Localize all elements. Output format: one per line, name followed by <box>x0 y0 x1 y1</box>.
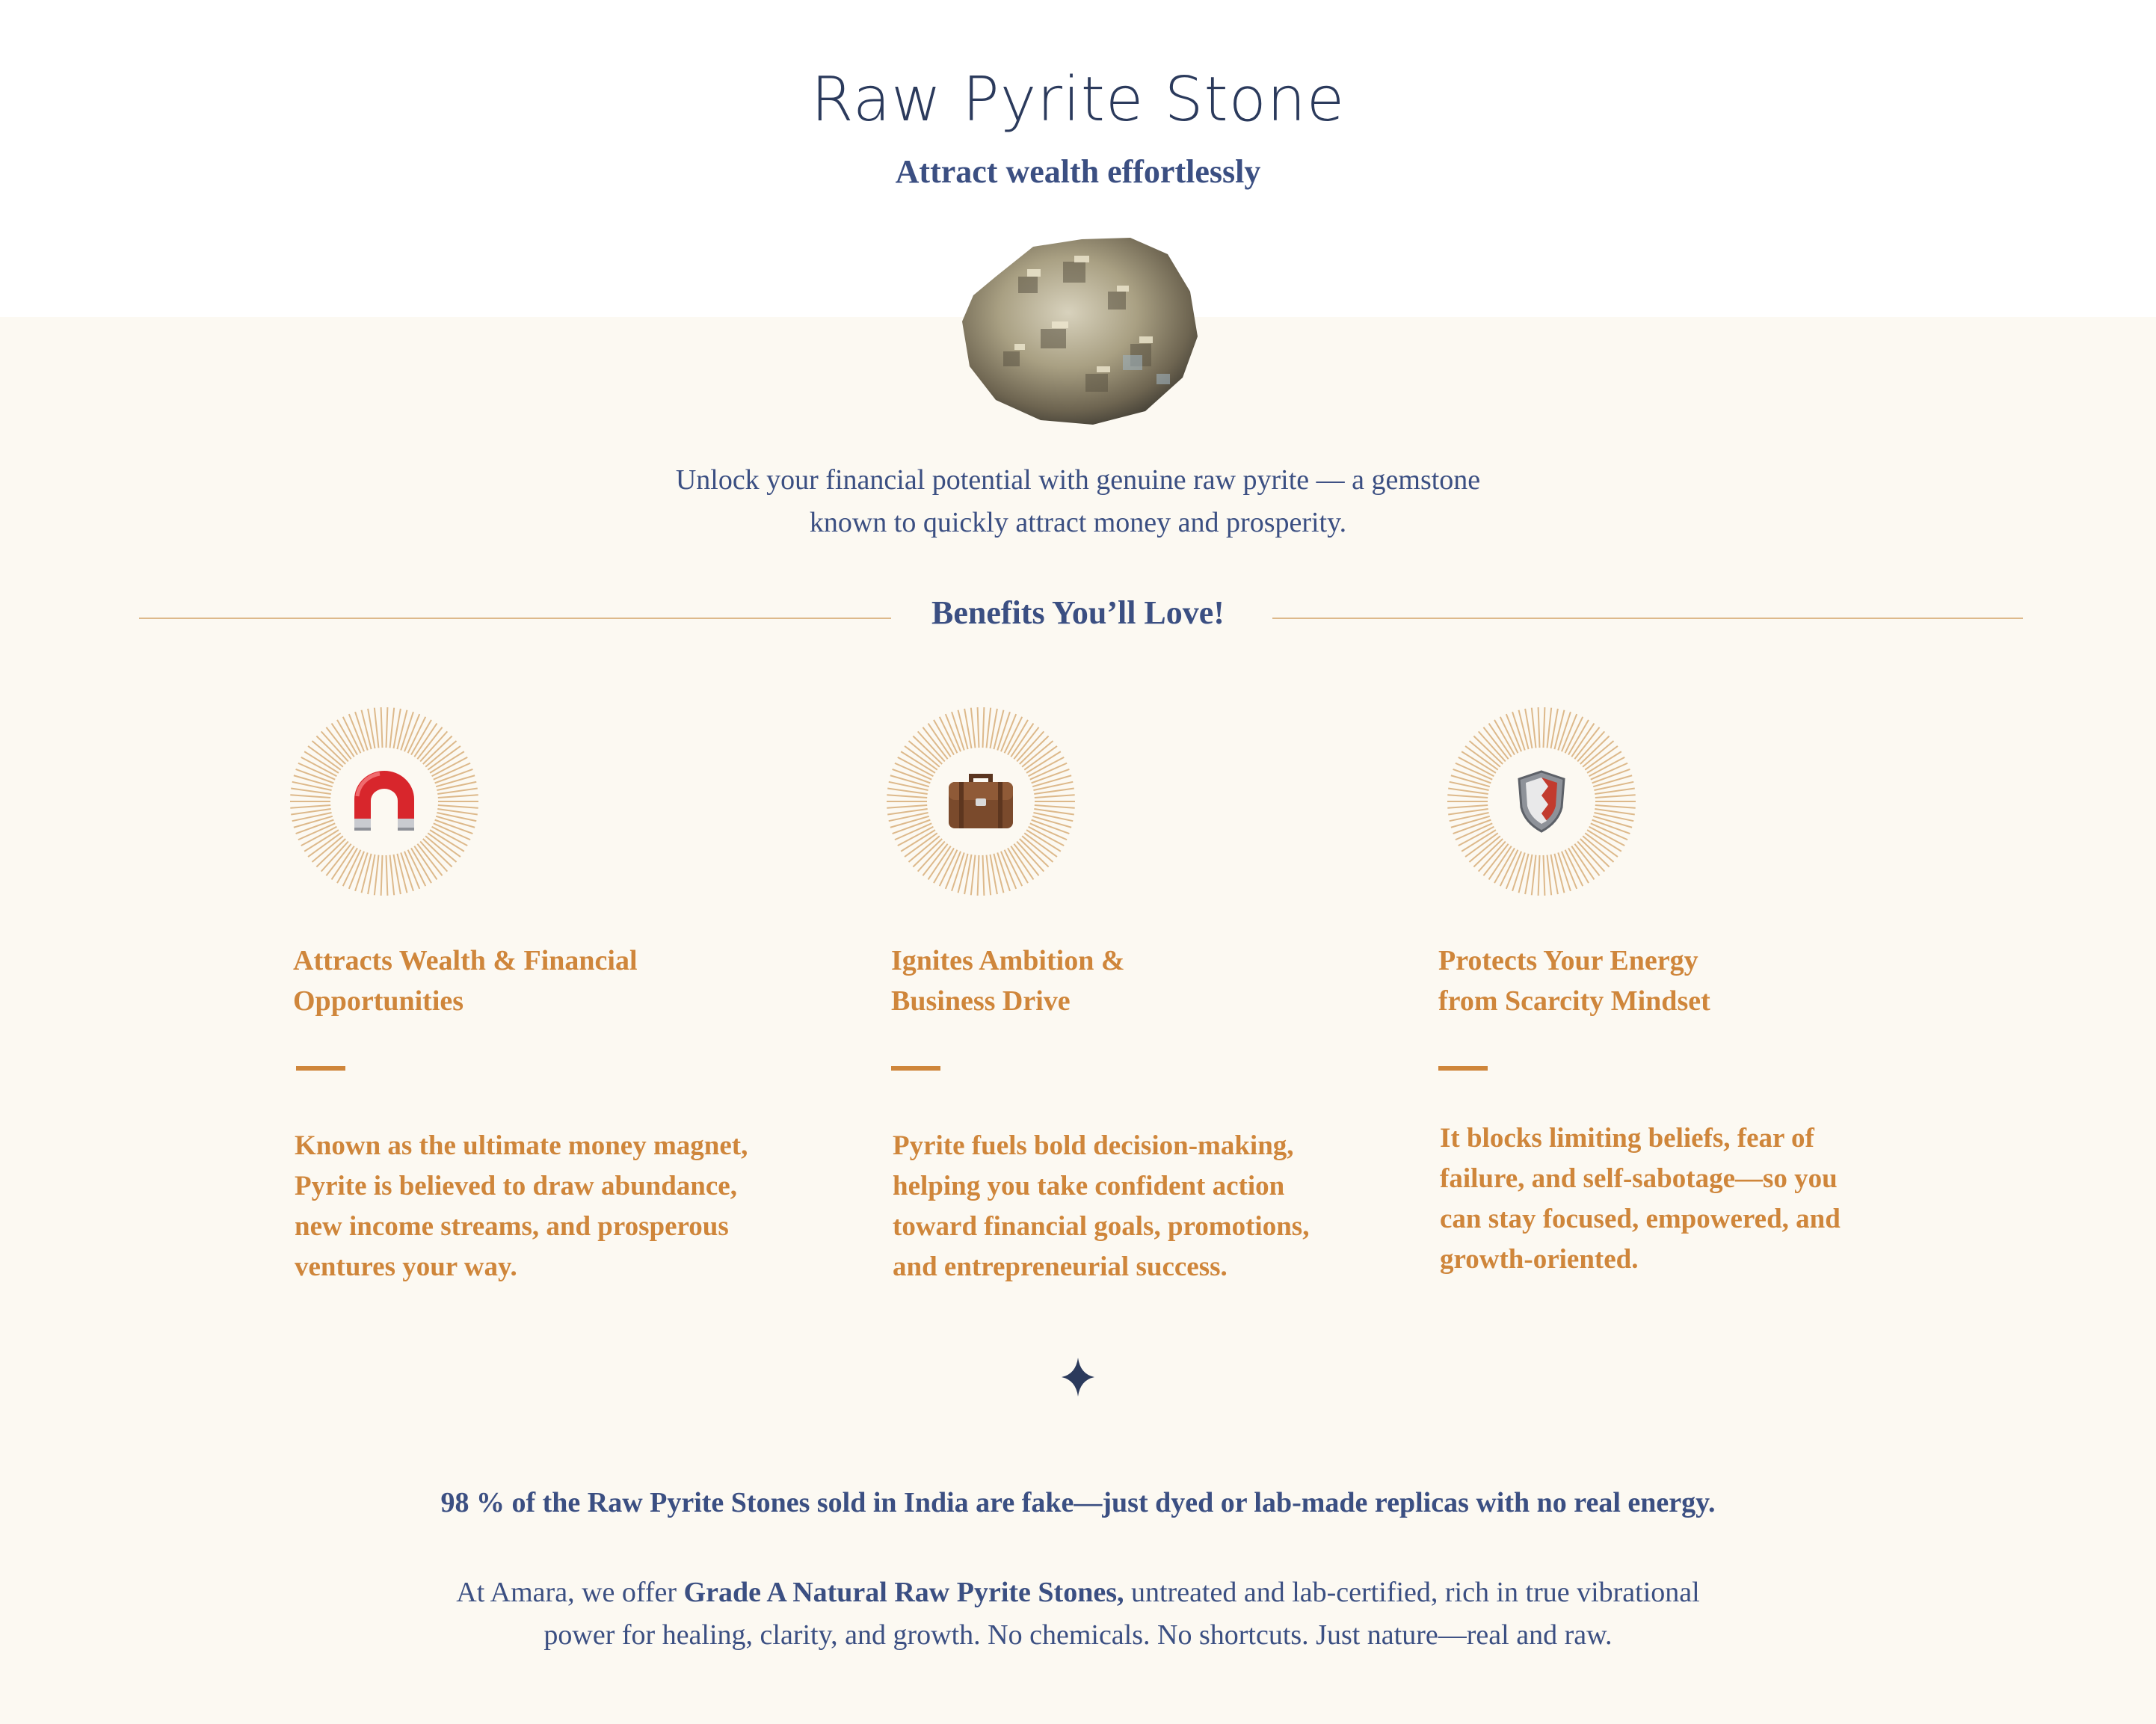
benefit-1-body: Known as the ultimate money magnet, Pyrite is believed to draw abundance, new income streams, and prosperous ventures your way. <box>295 1130 748 1282</box>
pyrite-stone-image <box>943 224 1213 434</box>
benefit-1-title: Attracts Wealth & Financial Opportunities <box>293 945 638 1017</box>
benefit-2-dash <box>891 1066 940 1071</box>
intro-line-2: known to quickly attract money and prosperity. <box>809 507 1347 538</box>
benefits-heading: Benefits You’ll Love! <box>931 594 1225 631</box>
briefcase-icon <box>884 704 1078 899</box>
fake-stones-warning: 98 % of the Raw Pyrite Stones sold in India are fake—just dyed or lab-made replicas with no real energy. <box>440 1487 1716 1518</box>
shield-badge <box>1444 704 1639 899</box>
intro-line-1: Unlock your financial potential with genuine raw pyrite — a gemstone <box>675 464 1481 496</box>
benefit-2-body: Pyrite fuels bold decision-making, helping you take confident action toward financial goals, promotions, and entrepreneurial success. <box>893 1130 1310 1282</box>
shield-icon <box>1444 704 1639 899</box>
divider-right <box>1272 618 2023 619</box>
benefit-1-dash <box>296 1066 345 1071</box>
sparkle-icon <box>1062 1358 1094 1397</box>
offer-highlight: Grade A Natural Raw Pyrite Stones, <box>683 1577 1124 1608</box>
magnet-badge <box>287 704 481 899</box>
benefit-2-title: Ignites Ambition & Business Drive <box>891 945 1125 1017</box>
divider-left <box>139 618 891 619</box>
page-subtitle: Attract wealth effortlessly <box>895 153 1261 190</box>
benefit-3-dash <box>1438 1066 1488 1071</box>
intro-text <box>629 459 1527 544</box>
briefcase-badge <box>884 704 1078 899</box>
benefit-3-body: It blocks limiting beliefs, fear of failure, and self-sabotage—so you can stay focused, empowered, and growth-oriented. <box>1440 1123 1841 1275</box>
offer-text: At Amara, we offer Grade A Natural Raw Pyrite Stones, untreated and lab-certified, rich in true vibrational power for healing, clarity, and growth. No chemicals. No shortcuts. Just nature—real and raw. <box>456 1577 1700 1651</box>
benefit-3-title: Protects Your Energy from Scarcity Mindset <box>1438 945 1710 1017</box>
page-title: Raw Pyrite Stone <box>810 64 1346 135</box>
magnet-icon <box>287 704 481 899</box>
